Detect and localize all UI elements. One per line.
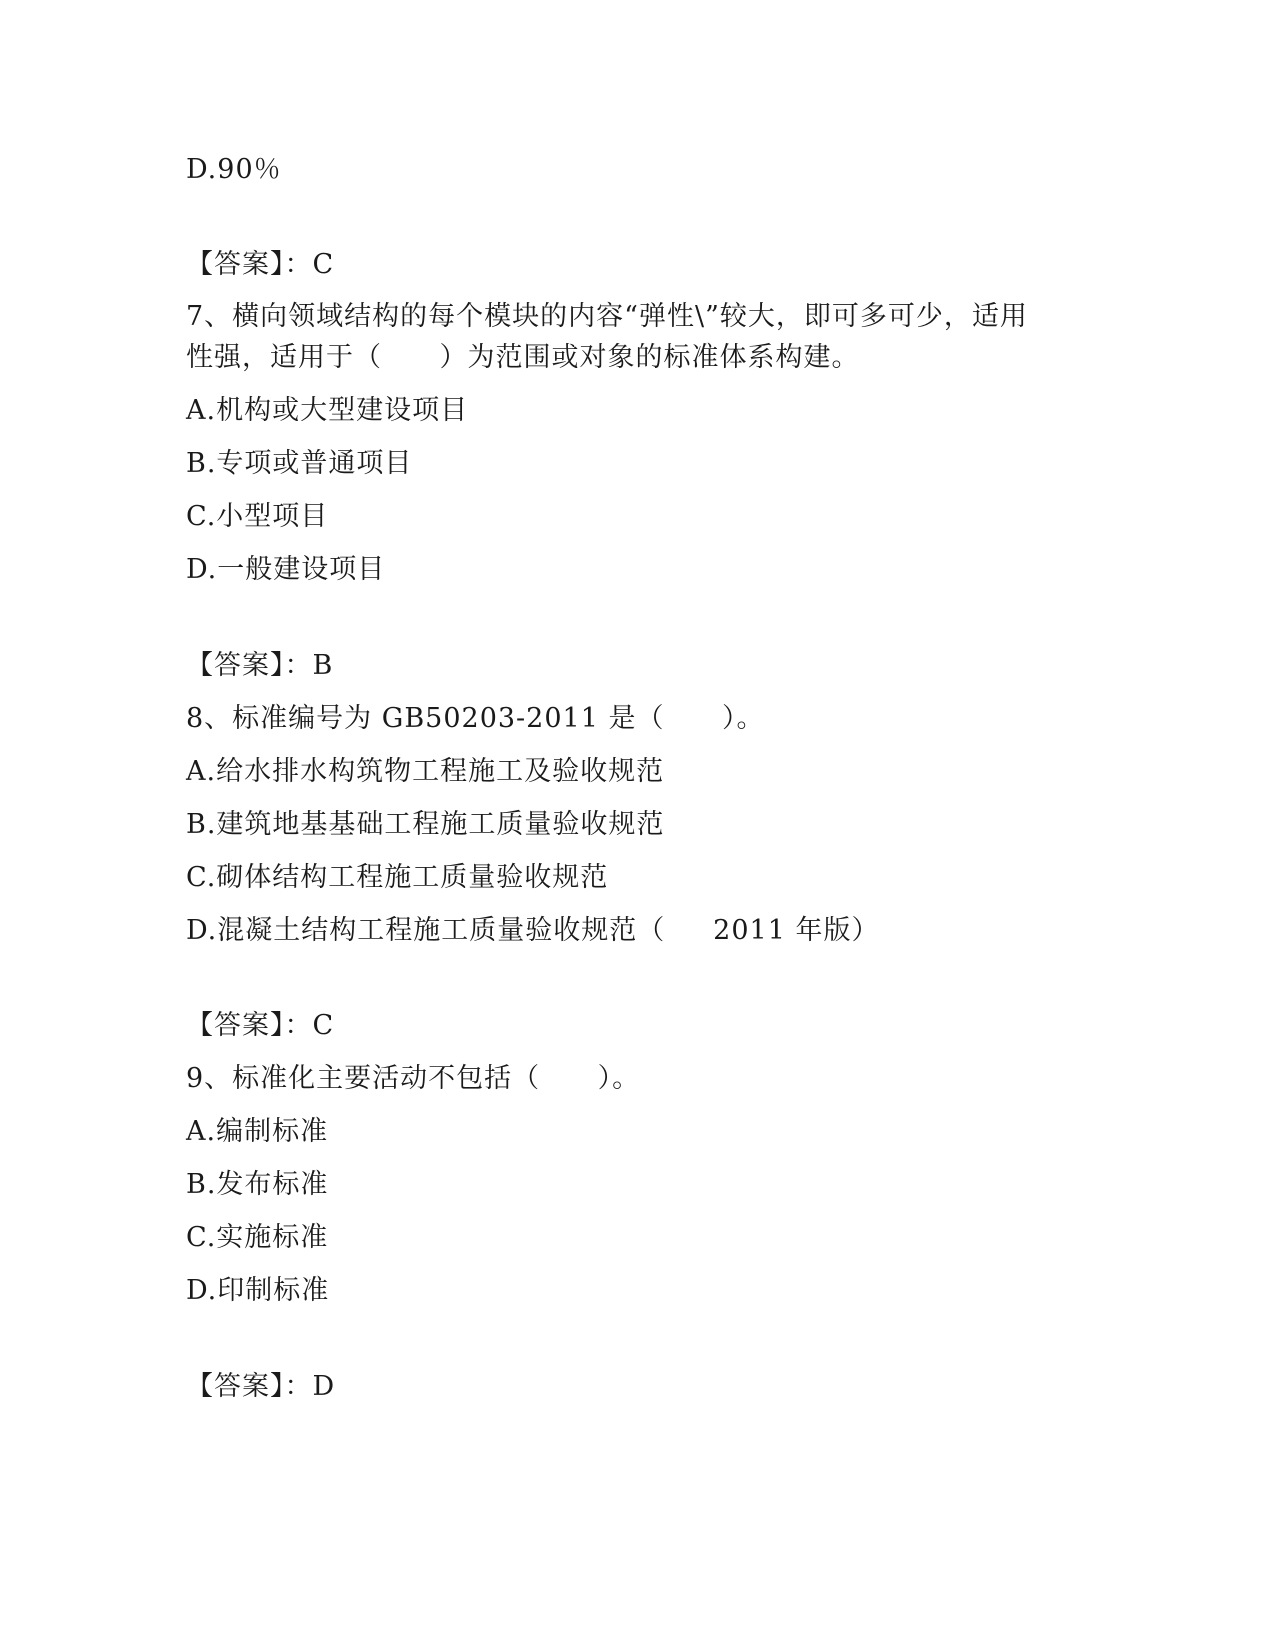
q7-answer: 【答案】：B bbox=[186, 650, 334, 681]
prev-answer: 【答案】：C bbox=[186, 249, 335, 280]
q7-option-b: B.专项或普通项目 bbox=[186, 448, 413, 479]
q8-stem: 8、标准编号为 GB50203-2011 是（ ）。 bbox=[186, 703, 765, 734]
q9-option-a: A.编制标准 bbox=[186, 1116, 329, 1147]
q9-option-c: C.实施标准 bbox=[186, 1222, 329, 1253]
q9-option-d: D.印制标准 bbox=[186, 1275, 330, 1306]
q7-stem-line1: 7、横向领域结构的每个模块的内容“弹性\”较大，即可多可少，适用 bbox=[186, 301, 1028, 332]
q7-stem-line2: 性强，适用于（ ）为范围或对象的标准体系构建。 bbox=[186, 342, 860, 373]
q8-option-c: C.砌体结构工程施工质量验收规范 bbox=[186, 862, 609, 893]
q8-option-d: D.混凝土结构工程施工质量验收规范（ 2011 年版） bbox=[186, 915, 880, 946]
q9-answer: 【答案】：D bbox=[186, 1371, 336, 1402]
q8-answer: 【答案】：C bbox=[186, 1010, 335, 1041]
q7-option-c: C.小型项目 bbox=[186, 501, 329, 532]
q8-option-b: B.建筑地基基础工程施工质量验收规范 bbox=[186, 809, 665, 840]
q7-option-a: A.机构或大型建设项目 bbox=[186, 395, 469, 426]
prev-option-d: D.90％ bbox=[186, 154, 282, 185]
q9-option-b: B.发布标准 bbox=[186, 1169, 329, 1200]
q7-option-d: D.一般建设项目 bbox=[186, 554, 386, 585]
q9-stem: 9、标准化主要活动不包括（ ）。 bbox=[186, 1063, 641, 1094]
q8-option-a: A.给水排水构筑物工程施工及验收规范 bbox=[186, 756, 665, 787]
